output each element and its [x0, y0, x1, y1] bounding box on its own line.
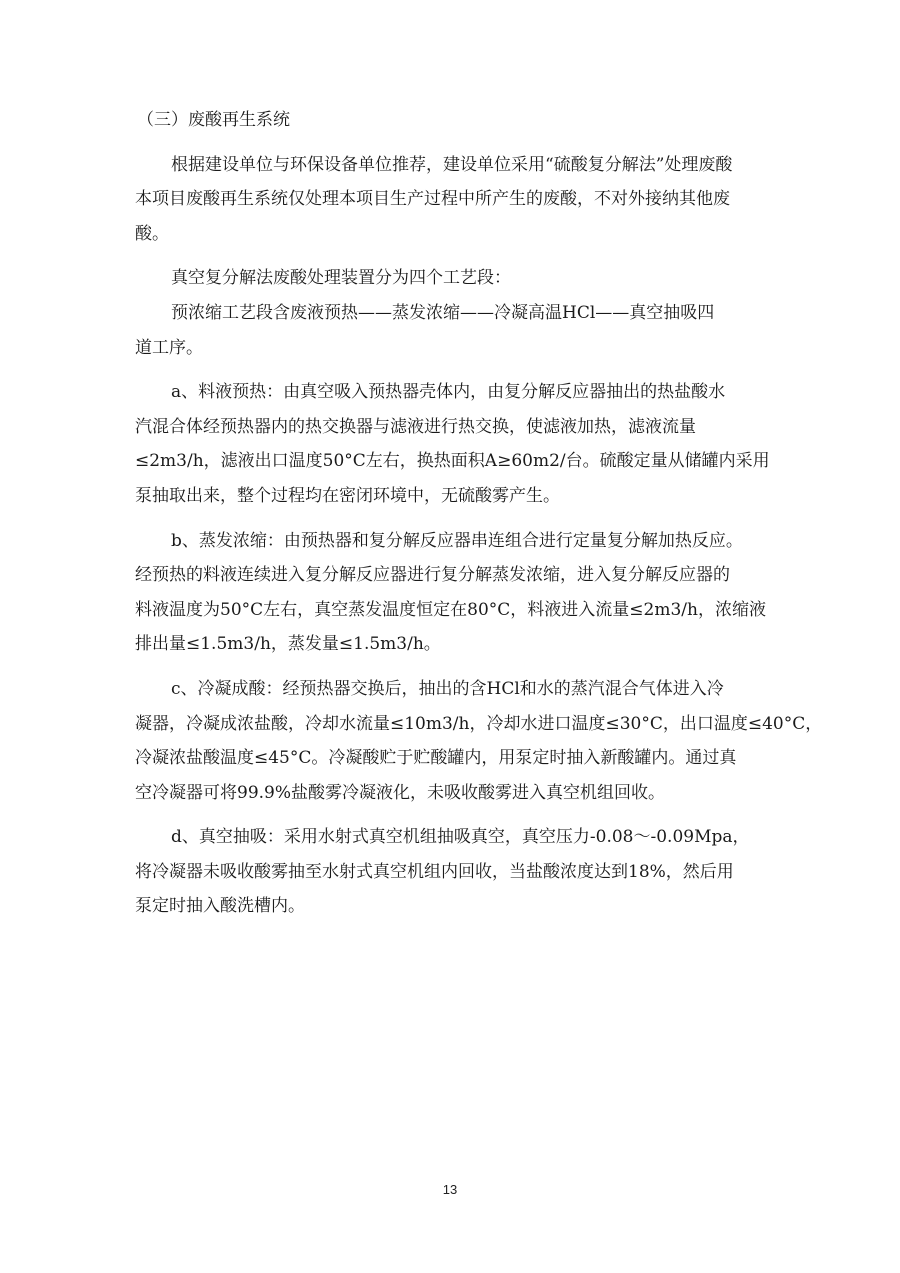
- paragraph-d: [135, 820, 768, 924]
- text-line: 料液温度为50°C左右，真空蒸发温度恒定在80°C，料液进入流量≤2m3/h，浓缩液: [135, 599, 766, 620]
- paragraph-intro: [135, 148, 768, 252]
- text-line: 泵定时抽入酸洗槽内。: [135, 896, 305, 917]
- text-line: 排出量≤1.5m3/h，蒸发量≤1.5m3/h。: [135, 634, 441, 655]
- text-line: 冷凝浓盐酸温度≤45°C。冷凝酸贮于贮酸罐内，用泵定时抽入新酸罐内。通过真: [135, 748, 737, 769]
- text-line: 道工序。: [135, 337, 203, 358]
- paragraph-sections: [135, 261, 768, 296]
- text-line: 酸。: [135, 223, 169, 244]
- text-line: a、料液预热：由真空吸入预热器壳体内，由复分解反应器抽出的热盐酸水: [171, 382, 726, 403]
- text-line: 真空复分解法废酸处理装置分为四个工艺段：: [171, 268, 511, 289]
- text-line: 将冷凝器未吸收酸雾抽至水射式真空机组内回收，当盐酸浓度达到18%，然后用: [135, 861, 734, 882]
- body-text: [135, 103, 823, 924]
- text-line: 本项目废酸再生系统仅处理本项目生产过程中所产生的废酸，不对外接纳其他废: [135, 189, 730, 210]
- page-number: 13: [442, 1182, 458, 1197]
- text-line: 根据建设单位与环保设备单位推荐，建设单位采用“硫酸复分解法”处理废酸: [171, 154, 733, 175]
- paragraph-b: [135, 524, 768, 662]
- text-line: 泵抽取出来，整个过程均在密闭环境中，无硫酸雾产生。: [135, 485, 560, 506]
- text-line: d、真空抽吸：采用水射式真空机组抽吸真空，真空压力-0.08～-0.09Mpa，: [171, 827, 750, 848]
- text-line: b、蒸发浓缩：由预热器和复分解反应器串连组合进行定量复分解加热反应。: [171, 530, 743, 551]
- paragraph-c: [135, 672, 823, 810]
- paragraph-pre: [135, 296, 768, 365]
- text-line: 凝器，冷凝成浓盐酸，冷却水流量≤10m3/h，冷却水进口温度≤30°C，出口温度≤40°C，: [135, 713, 823, 734]
- text-line: 汽混合体经预热器内的热交换器与滤液进行热交换，使滤液加热，滤液流量: [135, 416, 696, 437]
- text-line: 预浓缩工艺段含废液预热——蒸发浓缩——冷凝高温HCl——真空抽吸四: [171, 302, 715, 323]
- section-heading: （三）废酸再生系统: [137, 110, 290, 130]
- text-line: 空冷凝器可将99.9%盐酸雾冷凝液化，未吸收酸雾进入真空机组回收。: [135, 782, 666, 803]
- text-line: ≤2m3/h，滤液出口温度50°C左右，换热面积A≥60m2/台。硫酸定量从储罐内采用: [135, 451, 770, 472]
- text-line: c、冷凝成酸：经预热器交换后，抽出的含HCl和水的蒸汽混合气体进入冷: [171, 678, 724, 699]
- text-line: 经预热的料液连续进入复分解反应器进行复分解蒸发浓缩，进入复分解反应器的: [135, 565, 730, 586]
- paragraph-a: [135, 375, 768, 513]
